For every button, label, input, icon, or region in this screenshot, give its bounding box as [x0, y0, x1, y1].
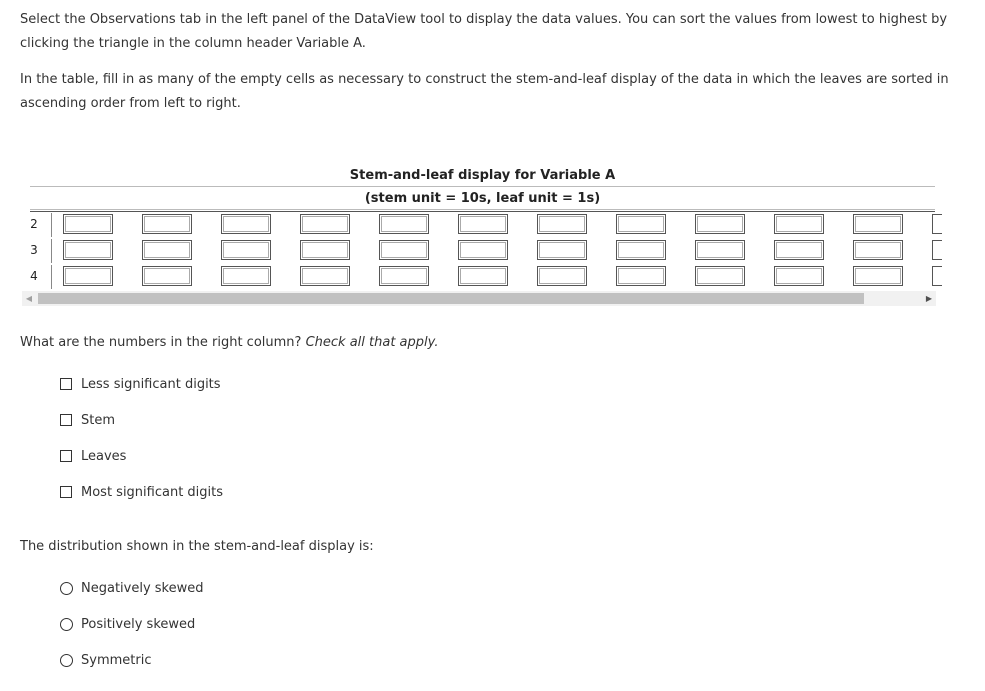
stem-label: 2	[30, 217, 38, 231]
checkbox[interactable]	[60, 378, 72, 390]
scroll-left-arrow-icon[interactable]: ◀	[25, 294, 33, 303]
leaf-input[interactable]	[616, 214, 666, 234]
question-prompt: What are the numbers in the right column?	[20, 335, 306, 350]
leaf-input[interactable]	[695, 266, 745, 286]
horizontal-scrollbar[interactable]	[22, 291, 936, 306]
leaf-input[interactable]	[853, 214, 903, 234]
leaf-input[interactable]	[695, 214, 745, 234]
stem-separator	[51, 265, 52, 289]
checkbox[interactable]	[60, 450, 72, 462]
leaf-input[interactable]	[300, 214, 350, 234]
stem-separator	[51, 239, 52, 263]
question-instruction: Check all that apply.	[305, 335, 439, 350]
leaf-input[interactable]	[695, 240, 745, 260]
leaf-input[interactable]	[142, 266, 192, 286]
leaf-input[interactable]	[63, 240, 113, 260]
option-label[interactable]: Leaves	[81, 449, 127, 464]
leaf-input[interactable]	[458, 214, 508, 234]
leaf-input[interactable]	[616, 266, 666, 286]
leaf-input[interactable]	[300, 266, 350, 286]
checkbox[interactable]	[60, 486, 72, 498]
leaf-input[interactable]	[932, 240, 942, 260]
leaf-input[interactable]	[458, 240, 508, 260]
leaf-input[interactable]	[932, 266, 942, 286]
scroll-right-arrow-icon[interactable]: ▶	[925, 294, 933, 303]
leaf-input[interactable]	[379, 266, 429, 286]
leaf-input[interactable]	[221, 240, 271, 260]
leaf-input[interactable]	[63, 214, 113, 234]
leaf-input[interactable]	[853, 240, 903, 260]
leaf-input[interactable]	[774, 266, 824, 286]
stem-separator	[51, 213, 52, 237]
question-distribution: The distribution shown in the stem-and-leaf display is:	[20, 539, 374, 554]
radio-button[interactable]	[60, 618, 73, 631]
scrollbar-thumb[interactable]	[38, 293, 864, 304]
leaf-input[interactable]	[853, 266, 903, 286]
radio-button[interactable]	[60, 654, 73, 667]
leaf-input[interactable]	[300, 240, 350, 260]
option-label[interactable]: Most significant digits	[81, 485, 224, 500]
option-label[interactable]: Stem	[81, 413, 116, 428]
table-divider	[30, 209, 935, 210]
leaf-input[interactable]	[221, 266, 271, 286]
leaf-input[interactable]	[63, 266, 113, 286]
option-label[interactable]: Positively skewed	[81, 617, 196, 632]
stem-label: 3	[30, 243, 38, 257]
table-title: Stem-and-leaf display for Variable A	[349, 168, 616, 183]
leaf-input[interactable]	[537, 240, 587, 260]
table-divider	[30, 186, 935, 187]
table-subtitle: (stem unit = 10s, leaf unit = 1s)	[364, 191, 601, 206]
option-label[interactable]: Less significant digits	[81, 377, 221, 392]
leaf-input[interactable]	[774, 214, 824, 234]
instruction-paragraph-1: Select the Observations tab in the left panel of the DataView tool to display the data values. You can sort the values from lowest to highest by clicking the triangle in the column header Variable A.	[20, 12, 948, 51]
stem-label: 4	[30, 269, 38, 283]
leaf-input[interactable]	[142, 214, 192, 234]
leaf-input[interactable]	[458, 266, 508, 286]
leaf-input[interactable]	[537, 214, 587, 234]
leaf-input[interactable]	[932, 214, 942, 234]
leaf-input[interactable]	[774, 240, 824, 260]
leaf-input[interactable]	[379, 240, 429, 260]
leaf-input[interactable]	[616, 240, 666, 260]
table-divider	[30, 211, 935, 212]
option-label[interactable]: Negatively skewed	[81, 581, 204, 596]
checkbox[interactable]	[60, 414, 72, 426]
leaf-input[interactable]	[142, 240, 192, 260]
radio-button[interactable]	[60, 582, 73, 595]
question-right-column	[20, 334, 438, 352]
leaf-input[interactable]	[379, 214, 429, 234]
option-label[interactable]: Symmetric	[81, 653, 152, 668]
leaf-input[interactable]	[221, 214, 271, 234]
leaf-input[interactable]	[537, 266, 587, 286]
instruction-paragraph-2: In the table, fill in as many of the empty cells as necessary to construct the stem-and-leaf display of the data in which the leaves are sorted in ascending order from left to right.	[20, 72, 949, 111]
